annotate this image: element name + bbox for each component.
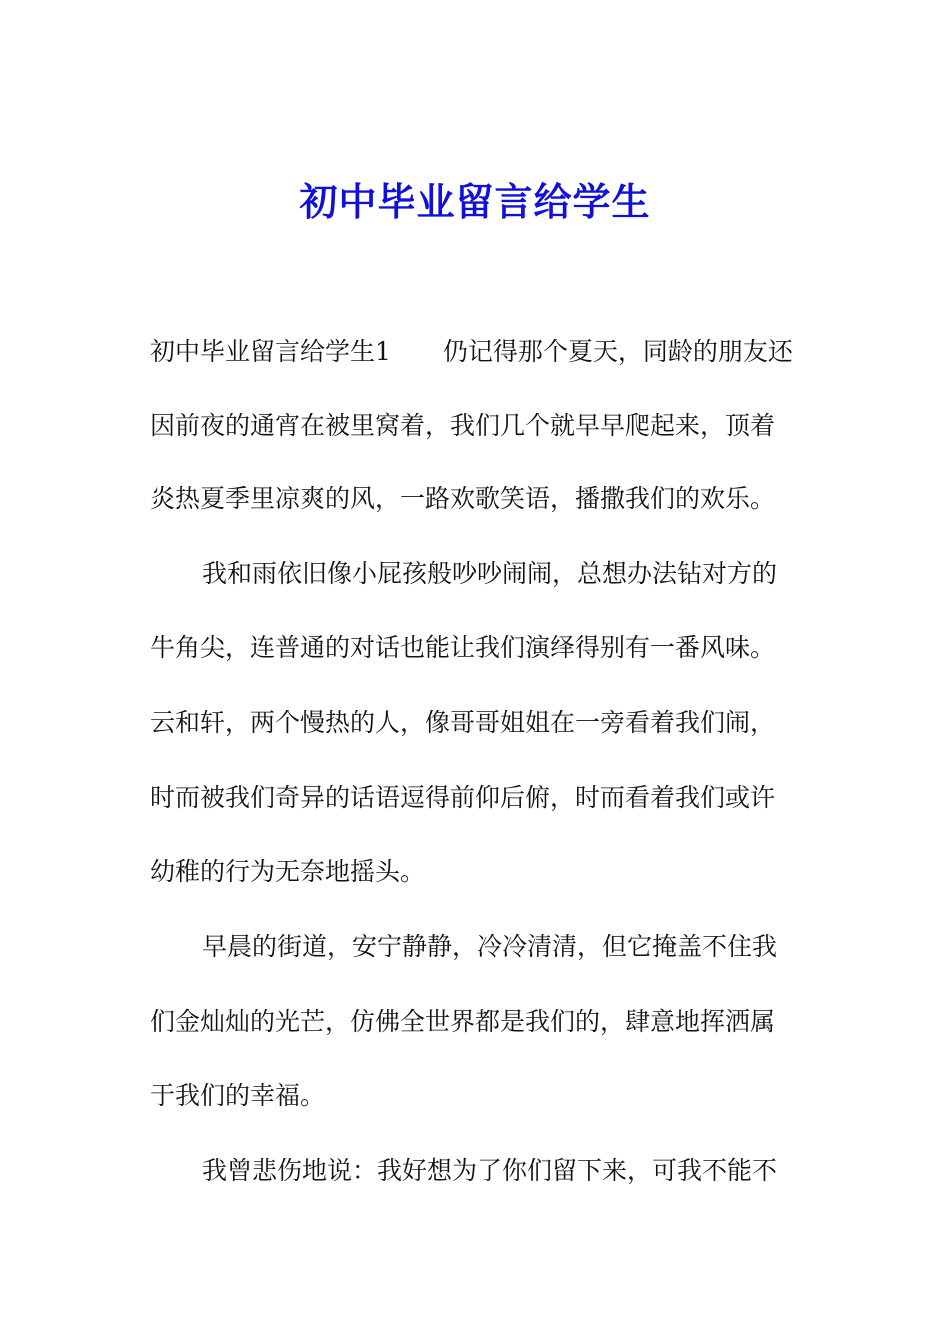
text-line-12: 我曾悲伤地说：我好想为了你们留下来，可我不能不	[202, 1156, 778, 1185]
text-line-11: 于我们的幸福。	[150, 1081, 326, 1110]
document-title: 初中毕业留言给学生	[299, 179, 651, 224]
text-line-6: 云和轩，两个慢热的人，像哥哥姐姐在一旁看着我们闹，	[150, 708, 776, 737]
text-line-4: 我和雨依旧像小屁孩般吵吵闹闹，总想办法钻对方的	[202, 559, 778, 588]
text-line-1	[150, 334, 793, 370]
text-line-5: 牛角尖，连普通的对话也能让我们演绎得别有一番风味。	[150, 633, 776, 662]
text-line-2: 因前夜的通宵在被里窝着，我们几个就早早爬起来，顶着	[150, 411, 776, 440]
text-line-8: 幼稚的行为无奈地摇头。	[150, 857, 426, 886]
text-line-10: 们金灿灿的光芒，仿佛全世界都是我们的，肆意地挥洒属	[150, 1007, 776, 1036]
text-line-9: 早晨的街道，安宁静静，冷冷清清，但它掩盖不住我	[202, 932, 778, 961]
paragraph-1-start: 仍记得那个夏天，同龄的朋友还	[442, 337, 793, 366]
text-line-7: 时而被我们奇异的话语逗得前仰后俯，时而看着我们或许	[150, 783, 776, 812]
text-line-3: 炎热夏季里凉爽的风，一路欢歌笑语，播撒我们的欢乐。	[150, 484, 776, 513]
section-heading: 初中毕业留言给学生1	[150, 337, 391, 366]
